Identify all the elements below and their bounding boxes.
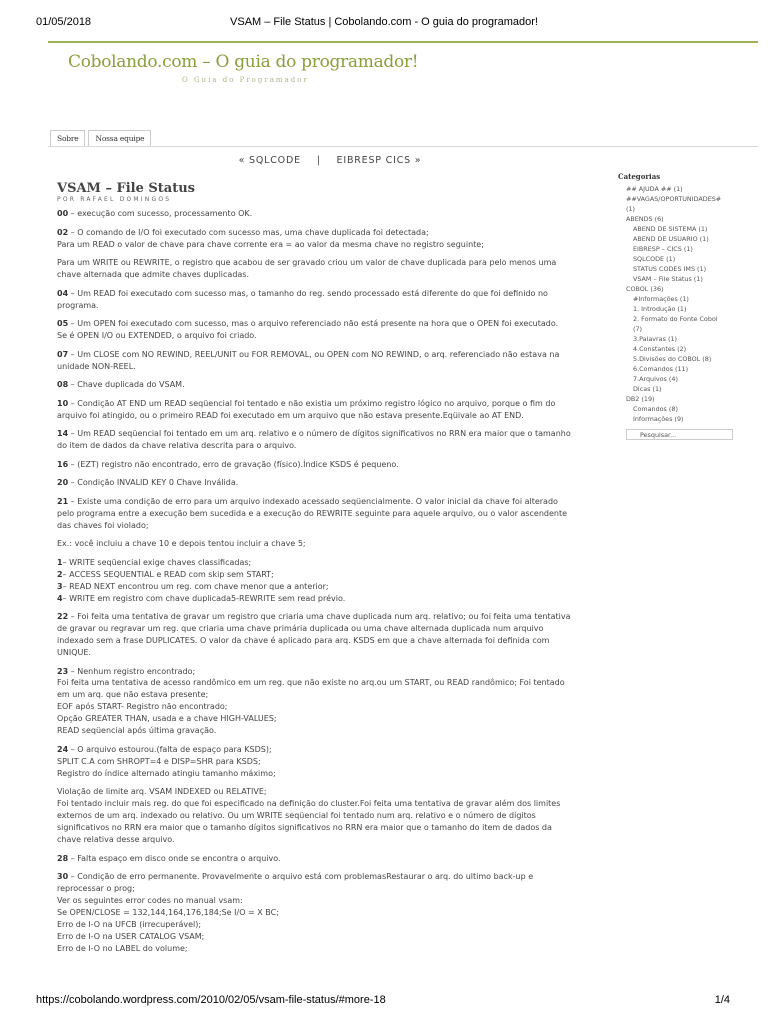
- category-link[interactable]: SQLCODE (1): [633, 255, 676, 263]
- status-code: 22: [57, 612, 69, 622]
- category-link[interactable]: ABENDS (6): [626, 215, 664, 223]
- content-line: READ seqüencial após última gravação.: [57, 726, 217, 736]
- content-line: – Um OPEN foi executado com sucesso, mas o arquivo referenciado não está presente na hora que o OPEN foi executado.: [68, 319, 559, 329]
- category-link[interactable]: 7.Arquivos (4): [633, 375, 678, 383]
- category-link[interactable]: ABEND DE SISTEMA (1): [633, 225, 708, 233]
- status-code: 05: [57, 319, 69, 329]
- search-input[interactable]: Pesquisar...: [626, 429, 733, 440]
- content-line: Foi feita uma tentativa de acesso randômico em um reg. que não existe no arq.ou um START, ou READ randômico; Foi tentado: [57, 678, 565, 688]
- status-code: 02: [57, 227, 69, 237]
- content-line: Erro de I-O na USER CATALOG VSAM;: [57, 931, 205, 941]
- content-line: EOF após START- Registro não encontrado;: [57, 702, 228, 712]
- content-paragraph: [57, 398, 605, 422]
- status-code: 24: [57, 744, 69, 754]
- list-item-text: – WRITE em registro com chave duplicada5-REWRITE sem read prévio.: [62, 593, 346, 603]
- post-byline: POR RAFAEL DOMINGOS: [57, 196, 172, 203]
- category-link[interactable]: 1. Introdução (1): [633, 305, 687, 313]
- category-link[interactable]: 5.Divisões do COBOL (8): [633, 355, 712, 363]
- print-header: [0, 16, 768, 30]
- list-item-number: 1: [57, 557, 63, 567]
- content-line: das chaves foi violado;: [57, 520, 149, 530]
- content-line: – (EZT) registro não encontrado, erro de gravação (físico).Índice KSDS é pequeno.: [68, 459, 399, 469]
- content-line: – Condição de erro permanente. Provavelmente o arquivo está com problemasRestaurar o arq. do ultimo back-up e: [68, 872, 534, 882]
- content-line: – Condição INVALID KEY 0 Chave Inválida.: [68, 478, 239, 488]
- content-paragraph: [57, 853, 605, 865]
- status-code: 20: [57, 478, 69, 488]
- content-line: chave alternada que admite chaves duplicadas.: [57, 270, 250, 279]
- content-paragraph: [57, 496, 605, 532]
- content-line: Se OPEN/CLOSE = 132,144,164,176,184;Se I/O = X BC;: [57, 908, 279, 918]
- status-code: 10: [57, 398, 69, 408]
- status-code: 23: [57, 666, 69, 676]
- category-link[interactable]: (7): [633, 325, 643, 333]
- content-line: UNIQUE.: [57, 647, 91, 657]
- category-link[interactable]: DB2 (19): [626, 395, 655, 403]
- content-line: – Foi feita uma tentativa de gravar um registro que criaria uma chave duplicada num arq. relativo; ou foi feita uma tentativa: [68, 612, 571, 622]
- post-title: VSAM – File Status: [57, 181, 195, 196]
- content-paragraph: [57, 871, 605, 955]
- content-line: Erro de I-O na UFCB (irrecuperável);: [57, 919, 202, 929]
- post-article: [57, 181, 605, 961]
- content-line: arquivo foi atingido, ou o primeiro READ foi executado em um arquivo que não estava presente.Eqüivale ao AT END.: [57, 410, 524, 420]
- content-line: Erro de I-O no LABEL do volume;: [57, 943, 188, 953]
- status-code: 16: [57, 459, 69, 469]
- category-link[interactable]: Informações (9): [633, 415, 684, 423]
- content-line: significativos no RRN era maior que o tamanho dígitos significativos no RRN era maior que o tamanho do item de dados da: [57, 823, 552, 833]
- content-line: pelo programa entre a execução bem sucedida e a execução do REWRITE seguinte para aquele arquivo, ou o valor ascendente: [57, 508, 568, 518]
- status-code: 21: [57, 496, 69, 506]
- content-line: externos de um arq. indexado ou relativo. Ou um WRITE seqüencial foi tentado num arq. relativo e o número de dígitos: [57, 811, 536, 821]
- content-line: SPLIT C.A com SHROPT=4 e DISP=SHR para KSDS;: [57, 756, 261, 766]
- top-rule: [48, 41, 758, 43]
- category-link[interactable]: STATUS CODES IMS (1): [633, 265, 707, 273]
- nav-rule: [48, 146, 758, 147]
- content-line: Para um READ o valor de chave para chave corrente era = ao valor da mesma chave no registro seguinte;: [57, 239, 484, 249]
- category-link[interactable]: 3.Palavras (1): [633, 335, 678, 343]
- content-line: do item de dados da chave relativa descrita para o arquivo.: [57, 441, 297, 451]
- content-line: – Um READ foi executado com sucesso mas, o tamanho do reg. sendo processado está diferente do que foi definido no: [68, 288, 548, 298]
- status-code: 30: [57, 872, 69, 882]
- content-paragraph: [57, 611, 605, 659]
- category-link[interactable]: 6.Comandos (11): [633, 365, 689, 373]
- content-line: Registro do índice alternado atingiu tamanho máximo;: [57, 768, 276, 778]
- category-link[interactable]: #Informações (1): [633, 295, 689, 303]
- category-link[interactable]: Comandos (8): [633, 405, 678, 413]
- category-link[interactable]: ## AJUDA ## (1): [626, 185, 683, 193]
- content-line: chave relativa desse arquivo.: [57, 835, 175, 845]
- category-link[interactable]: 2. Formato do Fonte Cobol: [633, 315, 718, 323]
- content-line: reprocessar o prog;: [57, 884, 135, 894]
- content-paragraph: [57, 379, 605, 391]
- list-item-text: – ACCESS SEQUENTIAL e READ com skip sem START;: [62, 569, 274, 579]
- content-line: – Existe uma condição de erro para um arquivo indexado acessado seqüencialmente. O valor inicial da chave foi alterado: [68, 496, 558, 506]
- print-url: https://cobolando.wordpress.com/2010/02/05/vsam-file-status/#more-18: [36, 994, 386, 1006]
- content-line: Para um WRITE ou REWRITE, o registro que acabou de ser gravado criou um valor de chave duplicada para pelo menos uma: [57, 258, 557, 268]
- list-item-number: 4: [57, 593, 63, 603]
- content-line: – O comando de I/O foi executado com sucesso mas, uma chave duplicada foi detectada;: [68, 227, 429, 237]
- list-item-text: – WRITE seqüencial exige chaves classificadas;: [62, 557, 252, 567]
- categories-title: Categorias: [618, 172, 661, 181]
- content-line: de gravar ou regravar um reg. que criaria uma chave primária duplicada ou uma chave alternada duplicada num arquivo: [57, 624, 544, 634]
- content-paragraph: [57, 257, 605, 281]
- nav-tab[interactable]: Nossa equipe: [88, 130, 151, 147]
- list-item-number: 3: [57, 581, 63, 591]
- categories-list: [618, 184, 760, 424]
- content-paragraph: [57, 744, 605, 780]
- content-line: unidade NON-REEL.: [57, 361, 136, 371]
- status-code: 04: [57, 288, 69, 298]
- post-content: [57, 208, 605, 955]
- category-link[interactable]: ##VAGAS/OPORTUNIDADES#: [626, 195, 722, 203]
- content-line: – Falta espaço em disco onde se encontra o arquivo.: [68, 853, 281, 863]
- post-nav-separator: |: [316, 155, 321, 166]
- prev-post-link[interactable]: « SQLCODE: [238, 155, 301, 166]
- content-line: – Condição AT END um READ seqüencial foi tentado e não existia um próximo registro lógico no arquivo, porque o fim do: [68, 398, 556, 408]
- content-paragraph: [57, 208, 605, 220]
- content-line: programa.: [57, 300, 99, 310]
- content-paragraph: [57, 318, 605, 342]
- print-footer: [0, 994, 768, 1008]
- content-paragraph: [57, 666, 605, 738]
- content-paragraph: [57, 538, 605, 550]
- category-link[interactable]: (1): [626, 205, 636, 213]
- status-code: 07: [57, 349, 69, 359]
- content-line: – Nenhum registro encontrado;: [68, 666, 196, 676]
- content-paragraph: [57, 786, 605, 846]
- content-line: Violação de limite arq. VSAM INDEXED ou RELATIVE;: [57, 787, 267, 797]
- content-paragraph: [57, 227, 605, 251]
- print-title: VSAM – File Status | Cobolando.com - O guia do programador!: [230, 16, 538, 28]
- site-tagline: O Guia do Programador: [182, 76, 309, 84]
- content-paragraph: [57, 428, 605, 452]
- content-line: – O arquivo estourou.(falta de espaço para KSDS);: [68, 744, 272, 754]
- content-paragraph: [57, 349, 605, 373]
- content-line: indexado sem a frase DUPLICATES. O valor da chave é aplicado para arq. KSDS em que a chave alternada foi definida com: [57, 636, 550, 645]
- content-line: em um arq. que não estava presente;: [57, 690, 209, 700]
- list-item-number: 2: [57, 569, 63, 579]
- category-link[interactable]: ABEND DE USUARIO (1): [633, 235, 709, 243]
- content-paragraph: [57, 477, 605, 489]
- content-line: – Um CLOSE com NO REWIND, REEL/UNIT ou FOR REMOVAL, ou OPEN com NO REWIND, o arq. referenciado não estava na: [68, 349, 560, 359]
- content-line: Ex.: você incluiu a chave 10 e depois tentou incluir a chave 5;: [57, 539, 306, 549]
- next-post-link[interactable]: EIBRESP CICS »: [336, 155, 422, 166]
- category-link[interactable]: VSAM – File Status (1): [633, 275, 703, 283]
- content-line: Foi tentado incluir mais reg. do que foi especificado na definição do cluster.Foi feita uma tentativa de gravar além dos limites: [57, 799, 561, 809]
- status-code: 08: [57, 380, 69, 390]
- content-line: Ver os seguintes error codes no manual vsam:: [57, 896, 243, 906]
- content-paragraph: [57, 459, 605, 471]
- category-link[interactable]: COBOL (36): [626, 285, 664, 293]
- status-code: 14: [57, 429, 69, 439]
- list-item-text: – READ NEXT encontrou um reg. com chave menor que a anterior;: [62, 581, 329, 591]
- content-line: Opção GREATER THAN, usada e a chave HIGH-VALUES;: [57, 714, 277, 724]
- print-date: 01/05/2018: [36, 16, 92, 28]
- print-page-number: 1/4: [714, 994, 730, 1006]
- content-line: – Chave duplicada do VSAM.: [68, 380, 185, 390]
- content-line: – execução com sucesso, processamento OK.: [68, 209, 253, 218]
- category-link[interactable]: 4.Constantes (2): [633, 345, 687, 353]
- category-link[interactable]: Dicas (1): [633, 385, 662, 393]
- main-nav: [50, 130, 151, 147]
- category-link[interactable]: EIBRESP – CICS (1): [633, 245, 693, 253]
- content-paragraph: [57, 288, 605, 312]
- content-line: Se é OPEN I/O ou EXTENDED, o arquivo foi criado.: [57, 331, 257, 340]
- site-title[interactable]: Cobolando.com – O guia do programador!: [68, 52, 419, 72]
- content-paragraph: [57, 557, 605, 605]
- status-code: 28: [57, 853, 69, 863]
- nav-tab[interactable]: Sobre: [50, 130, 85, 147]
- content-line: – Um READ seqüencial foi tentado em um arq. relativo e o número de dígitos significativos no RRN era maior que o tamanho: [68, 429, 571, 439]
- post-navigation: [0, 155, 660, 166]
- sidebar: [618, 172, 760, 440]
- status-code: 00: [57, 209, 69, 218]
